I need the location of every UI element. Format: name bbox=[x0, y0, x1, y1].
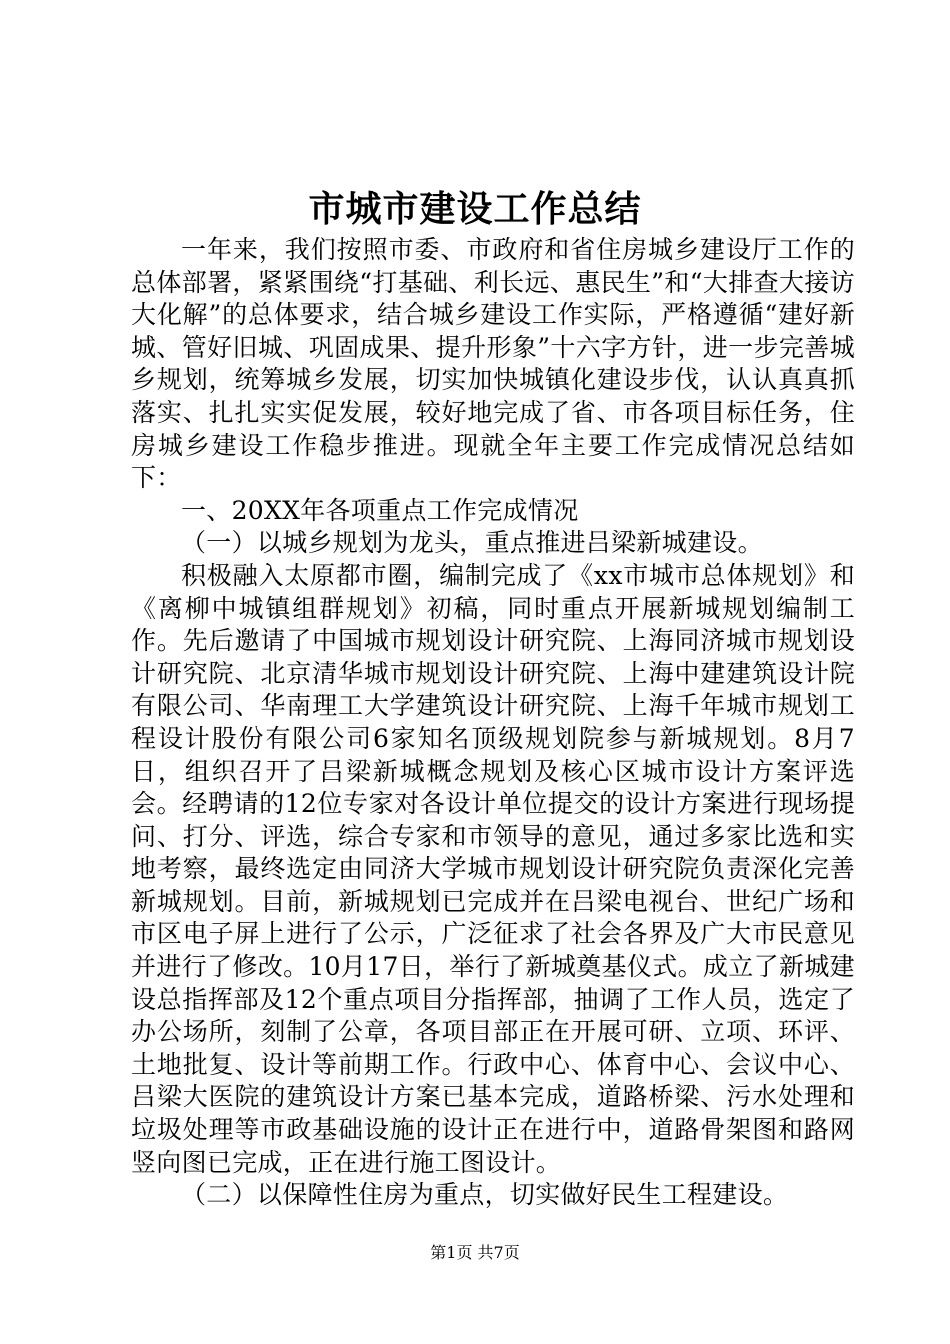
section-heading: 一、20XX年各项重点工作完成情况 bbox=[181, 495, 579, 525]
planning-paragraph: 积极融入太原都市圈，编制完成了《xx市城市总体规划》和《离柳中城镇组群规划》初稿，同时重点开展新城规划编制工作。先后邀请了中国城市规划设计研究院、上海同济城市规划设计研究院、北京清华城市规划设计研究院、上海中建建筑设计院有限公司、华南理工大学建筑设计研究院、上海千年城市规划工程设计股份有限公司6家知名顶级规划院参与新城规划。8月7日，组织召开了吕梁新城概念规划及核心区城市设计方案评选会。经聘请的12位专家对各设计单位提交的设计方案进行现场提问、打分、评选，综合专家和市领导的意见，通过多家比选和实地考察，最终选定由同济大学城市规划设计研究院负责深化完善新城规划。目前，新城规划已完成并在吕梁电视台、世纪广场和市区电子屏上进行了公示，广泛征求了社会各界及广大市民意见并进行了修改。10月17日，举行了新城奠基仪式。成立了新城建设总指挥部及12个重点项目分指挥部，抽调了工作人员，选定了办公场所，刻制了公章，各项目部正在开展可研、立项、环评、土地批复、设计等前期工作。行政中心、体育中心、会议中心、吕梁大医院的建筑设计方案已基本完成，道路桥梁、污水处理和垃圾处理等市政基础设施的设计正在进行中，道路骨架图和路网竖向图已完成，正在进行施工图设计。 bbox=[131, 560, 855, 1177]
document-body bbox=[131, 234, 855, 1212]
subsection-heading-1: （一）以城乡规划为龙头，重点推进吕梁新城建设。 bbox=[181, 528, 763, 558]
page-footer: 第1页 共7页 bbox=[430, 1243, 520, 1262]
subsection-heading-2: （二）以保障性住房为重点，切实做好民生工程建设。 bbox=[181, 1180, 789, 1210]
document-title: 市城市建设工作总结 bbox=[308, 188, 642, 230]
intro-paragraph: 一年来，我们按照市委、市政府和省住房城乡建设厅工作的总体部署，紧紧围绕“打基础、利长远、惠民生”和“大排查大接访大化解”的总体要求，结合城乡建设工作实际，严格遵循“建好新城、管好旧城、巩固成果、提升形象”十六字方针，进一步完善城乡规划，统筹城乡发展，切实加快城镇化建设步伐，认认真真抓落实、扎扎实实促发展，较好地完成了省、市各项目标任务，住房城乡建设工作稳步推进。现就全年主要工作完成情况总结如下： bbox=[131, 235, 855, 493]
